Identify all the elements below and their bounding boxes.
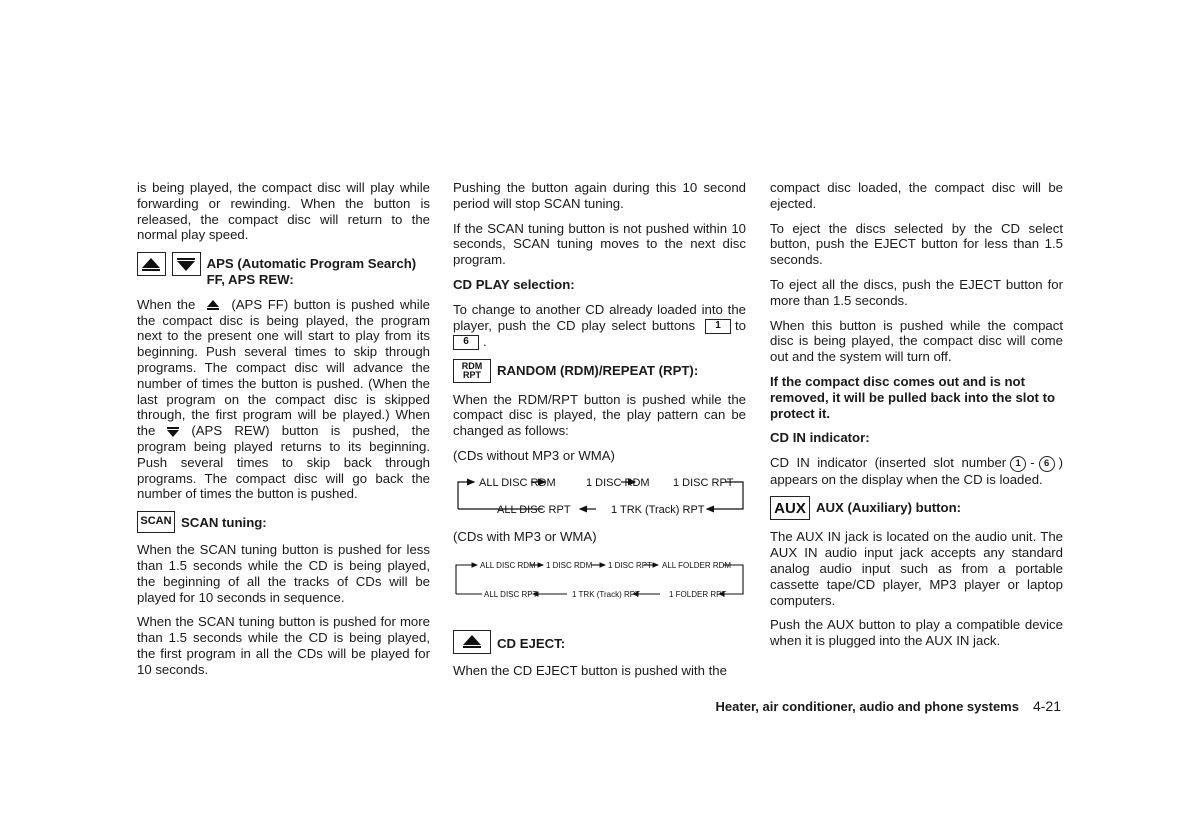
paragraph: Pushing the button again during this 10 second period will stop SCAN tuning. [453, 180, 746, 211]
scan-heading: SCAN tuning: [181, 515, 267, 531]
diag2-all-disc-rpt: ALL DISC RPT [484, 589, 538, 599]
diag1-1-disc-rdm: 1 DISC RDM [586, 476, 650, 489]
cdin-paragraph [770, 455, 1063, 487]
diag1-1-disc-rpt: 1 DISC RPT [673, 476, 734, 489]
cdplay-paragraph [453, 302, 746, 350]
aps-ff-inline-icon [207, 300, 219, 310]
warning-text: If the compact disc comes out and is not removed, it will be pulled back into the slot to protect it. [770, 373, 1056, 421]
text: When the [137, 296, 196, 312]
page-footer [716, 698, 1061, 714]
aps-ff-icon [142, 258, 160, 271]
slot-6-circle: 6 [1039, 456, 1055, 472]
paragraph: To eject all the discs, push the EJECT button for more than 1.5 seconds. [770, 276, 1063, 308]
rdm-heading: RANDOM (RDM)/REPEAT (RPT): [497, 362, 699, 378]
paragraph: When the SCAN tuning button is pushed for more than 1.5 seconds while the CD is being played, the first program in all the CDs will be played for 10 seconds. [137, 614, 430, 677]
text: (APS REW) button is pushed, the program being played returns to its beginning. Push several times to skip back through programs. The compact disc will go back the number of times the button is pushed. [137, 423, 430, 502]
paragraph: When the CD EJECT button is pushed with the [453, 662, 727, 678]
aux-key: AUX [770, 496, 810, 520]
rpt-label: RPT [463, 369, 481, 380]
diag2-1-disc-rpt: 1 DISC RPT [608, 560, 653, 570]
column-2 [453, 180, 746, 687]
paragraph: When this button is pushed while the compact disc is being played, the compact disc will come out and the system will turn off. [770, 317, 1063, 365]
eject-icon [463, 635, 481, 648]
aps-rew-inline-icon [167, 427, 179, 437]
diag2-1-trk-rpt: 1 TRK (Track) RPT [572, 589, 641, 599]
column-3 [770, 180, 1063, 658]
text: CD IN indicator (inserted slot number [770, 455, 1007, 471]
aps-paragraph [137, 297, 430, 502]
key-1: 1 [705, 319, 731, 334]
with-label: (CDs with MP3 or WMA) [453, 528, 597, 544]
cdplay-heading: CD PLAY selection: [453, 276, 575, 292]
rdm-rpt-key [453, 359, 491, 383]
text: ) appears on the display when the CD is loaded. [770, 455, 1063, 487]
aps-ff-key [137, 252, 166, 276]
paragraph: compact disc loaded, the compact disc will be ejected. [770, 180, 1063, 211]
aps-heading-row [137, 252, 430, 288]
eject-heading-row [453, 630, 746, 654]
play-pattern-diagram-1 [453, 473, 746, 517]
eject-key [453, 630, 491, 654]
column-1 [137, 180, 430, 687]
slot-1-circle: 1 [1010, 456, 1026, 472]
paragraph: is being played, the compact disc will play while forwarding or rewinding. When the button is released, the compact disc will return to the normal play speed. [137, 180, 430, 243]
aux-heading-row [770, 496, 1063, 520]
section-title: Heater, air conditioner, audio and phone systems [715, 699, 1019, 714]
cdin-heading: CD IN indicator: [770, 430, 870, 446]
text: to [735, 317, 746, 333]
diag2-all-disc-rdm: ALL DISC RDM [480, 560, 536, 570]
key-6: 6 [453, 335, 479, 350]
aps-heading: APS (Automatic Program Search) FF, APS REW: [206, 256, 417, 287]
diag1-all-disc-rpt: ALL DISC RPT [497, 503, 571, 516]
paragraph: If the SCAN tuning button is not pushed within 10 seconds, SCAN tuning moves to the next disc program. [453, 220, 746, 268]
diag2-all-folder-rdm: ALL FOLDER RDM [662, 560, 732, 570]
diag2-1-disc-rdm: 1 DISC RDM [546, 560, 593, 570]
text: . [483, 333, 487, 349]
scan-heading-row [137, 511, 430, 533]
text: To change to another CD already loaded into the player, push the CD play select buttons [453, 301, 746, 333]
diag1-1-trk-rpt: 1 TRK (Track) RPT [611, 503, 705, 516]
rdm-label: RDM [461, 360, 483, 371]
aps-rew-key [172, 252, 201, 276]
without-label: (CDs without MP3 or WMA) [453, 448, 615, 463]
diag2-1-folder-rpt: 1 FOLDER RPT [669, 589, 727, 599]
eject-heading: CD EJECT: [497, 635, 566, 651]
paragraph: When the RDM/RPT button is pushed while the compact disc is played, the play pattern can be changed as follows: [453, 391, 746, 439]
text: - [1030, 455, 1035, 471]
paragraph: Push the AUX button to play a compatible device when it is plugged into the AUX IN jack. [770, 617, 1063, 649]
aux-heading: AUX (Auxiliary) button: [816, 500, 962, 516]
paragraph: To eject the discs selected by the CD select button, push the EJECT button for less than 1.5 seconds. [770, 220, 1063, 268]
scan-key: SCAN [137, 511, 175, 533]
paragraph: When the SCAN tuning button is pushed for less than 1.5 seconds while the CD is being played, the beginning of all the tracks of CDs will be played for 10 seconds in sequence. [137, 542, 430, 605]
text: (APS FF) button is pushed while the compact disc is being played, the program next to the present one will start to play from its beginning. Push several times to skip through programs. The compact disc will advance the number of times the button is pushed. (When the last program on the compact disc is skipped through, the first program will be played.) When the [137, 296, 430, 439]
rdm-heading-row [453, 359, 746, 383]
aps-rew-icon [177, 258, 195, 271]
play-pattern-diagram-2 [453, 554, 746, 600]
page-number: 4-21 [1032, 698, 1061, 714]
paragraph: The AUX IN jack is located on the audio unit. The AUX IN audio input jack accepts any standard analog audio input such as from a portable cassette tape/CD player, MP3 player or laptop computers. [770, 529, 1063, 608]
diag1-all-disc-rdm: ALL DISC RDM [479, 476, 556, 489]
